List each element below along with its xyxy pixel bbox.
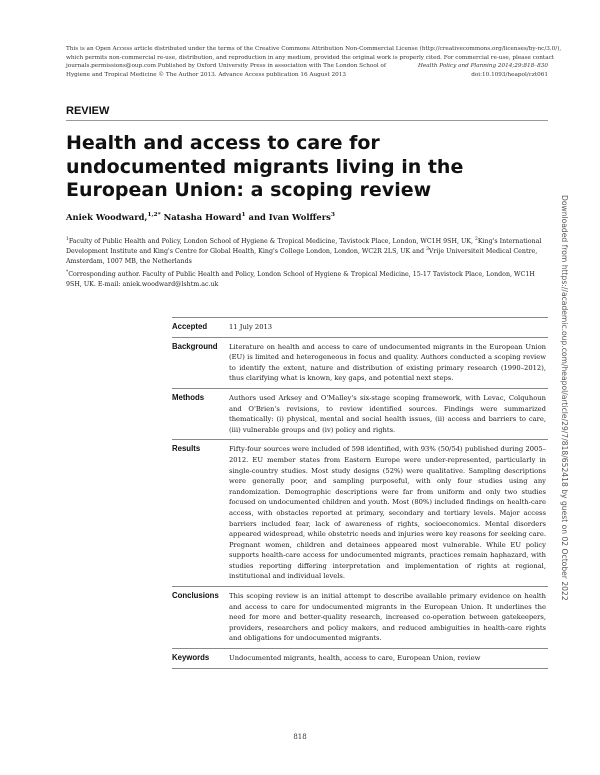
journal-citation: Health Policy and Planning 2014;29:818–830 xyxy=(417,63,548,70)
abstract-text: Authors used Arksey and O'Malley's six-stage scoping framework, with Levac, Colquhoun and O'Brien's revisions, to review identified sources. Findings were summarized thematically: (i) physical, mental and social health issues, (ii) access and barriers to care, (iii) vulnerable groups and (iv) policy and rights. xyxy=(229,393,546,434)
author-name: Natasha Howard xyxy=(163,212,242,222)
author-affil-mark: 3 xyxy=(330,211,335,219)
abstract-label: Results xyxy=(172,444,201,454)
license-line: Hygiene and Tropical Medicine © The Author 2013. Advance Access publication 16 August 2013 doi:10.1093/heapol/czt061 xyxy=(66,71,548,78)
author-name: Aniek Woodward, xyxy=(66,212,148,222)
abstract-text: Fifty-four sources were included of 598 identified, with 93% (50/54) published during 2005–2012. EU member states from Eastern Europe were under-represented, particularly in single-country studies. Most study designs (52%) were qualitative. Sampling descriptions were generally poor, and sampling purposeful, with only four studies using any randomization. Demographic descriptions were far from uniform and only two studies focused on undocumented children and youth. Most (80%) included findings on health-care access, with obstacles reported at primary, secondary and tertiary levels. Major access barriers included fear, lack of awareness of rights, socioeconomics. Mental disorders appeared widespread, while obstetric needs and injuries were key reasons for seeking care. Pregnant women, children and detainees appeared most vulnerable. While EU policy supports health-care access for undocumented migrants, practices remain haphazard, with studies reporting differing interpretation and implementation of rights at regional, institutional and individual levels. xyxy=(229,445,546,581)
abstract-divider xyxy=(172,586,548,587)
abstract-divider xyxy=(172,317,548,318)
license-block xyxy=(66,45,562,79)
abstract-label: Background xyxy=(172,341,218,351)
download-watermark: Downloaded from https://academic.oup.com/heapol/article/29/7/818/652418 by guest on 02 October 2022 xyxy=(560,195,569,601)
section-label: REVIEW xyxy=(66,105,110,117)
abstract-row-conclusions xyxy=(172,591,548,644)
license-line: journals.permissions@oup.com Published by Oxford University Press in association with The London School of Health Policy and Planning 2014;29:818–830 xyxy=(66,63,548,70)
abstract-row-results xyxy=(172,444,548,582)
abstract-label: Keywords xyxy=(172,653,210,663)
abstract-divider xyxy=(172,337,548,338)
abstract-row-methods xyxy=(172,393,548,435)
abstract-text: 11 July 2013 xyxy=(229,323,273,331)
author-name: and Ivan Wolffers xyxy=(248,212,331,222)
author-list xyxy=(66,212,335,222)
abstract-label: Methods xyxy=(172,392,205,402)
license-line: which permits non-commercial re-use, distribution, and reproduction in any medium, provided the original work is properly cited. For commercial re-use, please contact xyxy=(66,54,555,61)
author-affil-mark: 1 xyxy=(241,211,246,219)
abstract-text: Literature on health and access to care of undocumented migrants in the European Union (EU) is limited and heterogeneous in focus and quality. Authors conducted a scoping review to identify the extent, nature and distribution of existing primary research (1990–2012), thus clarifying what is known, key gaps, and potential next steps. xyxy=(229,342,546,383)
section-rule xyxy=(66,120,548,121)
abstract-label: Accepted xyxy=(172,322,208,331)
abstract-text: Undocumented migrants, health, access to care, European Union, review xyxy=(229,654,481,663)
page-number: 818 xyxy=(293,733,307,741)
author-affil-mark: 1,2* xyxy=(147,211,161,219)
affiliations: $^1$Faculty of Public Health and Policy, London School of Hygiene & Tropical Medicine, Tavistock Place, London, WC1H 9SH, UK, $^2$King's International Development Institute and King's Centre for Global Health, King's College London, London, WC2R 2LS, UK and $^3$Vrije Universiteit Medical Centre, Amsterdam, 1007 MB, the Netherlands xyxy=(66,236,542,266)
abstract-row-keywords xyxy=(172,653,548,664)
abstract-divider xyxy=(172,648,548,649)
abstract-divider xyxy=(172,388,548,389)
abstract-divider xyxy=(172,439,548,440)
article-title: Health and access to care for undocumented migrants living in the European Union: a scoping review xyxy=(66,132,464,201)
abstract-text: This scoping review is an initial attempt to describe available primary evidence on health and access to care for undocumented migrants in the European Union. It underlines the need for more and better-quality research, increased co-operation between gatekeepers, providers, researchers and policy makers, and reduced ambiguities in health-care rights and obligations for undocumented migrants. xyxy=(229,592,546,643)
abstract-row-accepted xyxy=(172,322,548,333)
license-line: This is an Open Access article distributed under the terms of the Creative Commons Attribution Non-Commercial License (http://creativecommons.org/licenses/by-nc/3.0/), xyxy=(66,46,562,52)
abstract-table xyxy=(172,313,548,673)
corresponding-author: *Corresponding author. Faculty of Public Health and Policy, London School of Hygiene & Tropical Medicine, 15-17 Tavistock Place, London, WC1H 9SH, UK. E-mail: aniek.woodward@lshtm.ac.uk xyxy=(66,269,535,289)
doi: doi:10.1093/heapol/czt061 xyxy=(471,71,548,78)
abstract-divider xyxy=(172,668,548,669)
abstract-row-background xyxy=(172,342,548,384)
abstract-label: Conclusions xyxy=(172,591,219,601)
